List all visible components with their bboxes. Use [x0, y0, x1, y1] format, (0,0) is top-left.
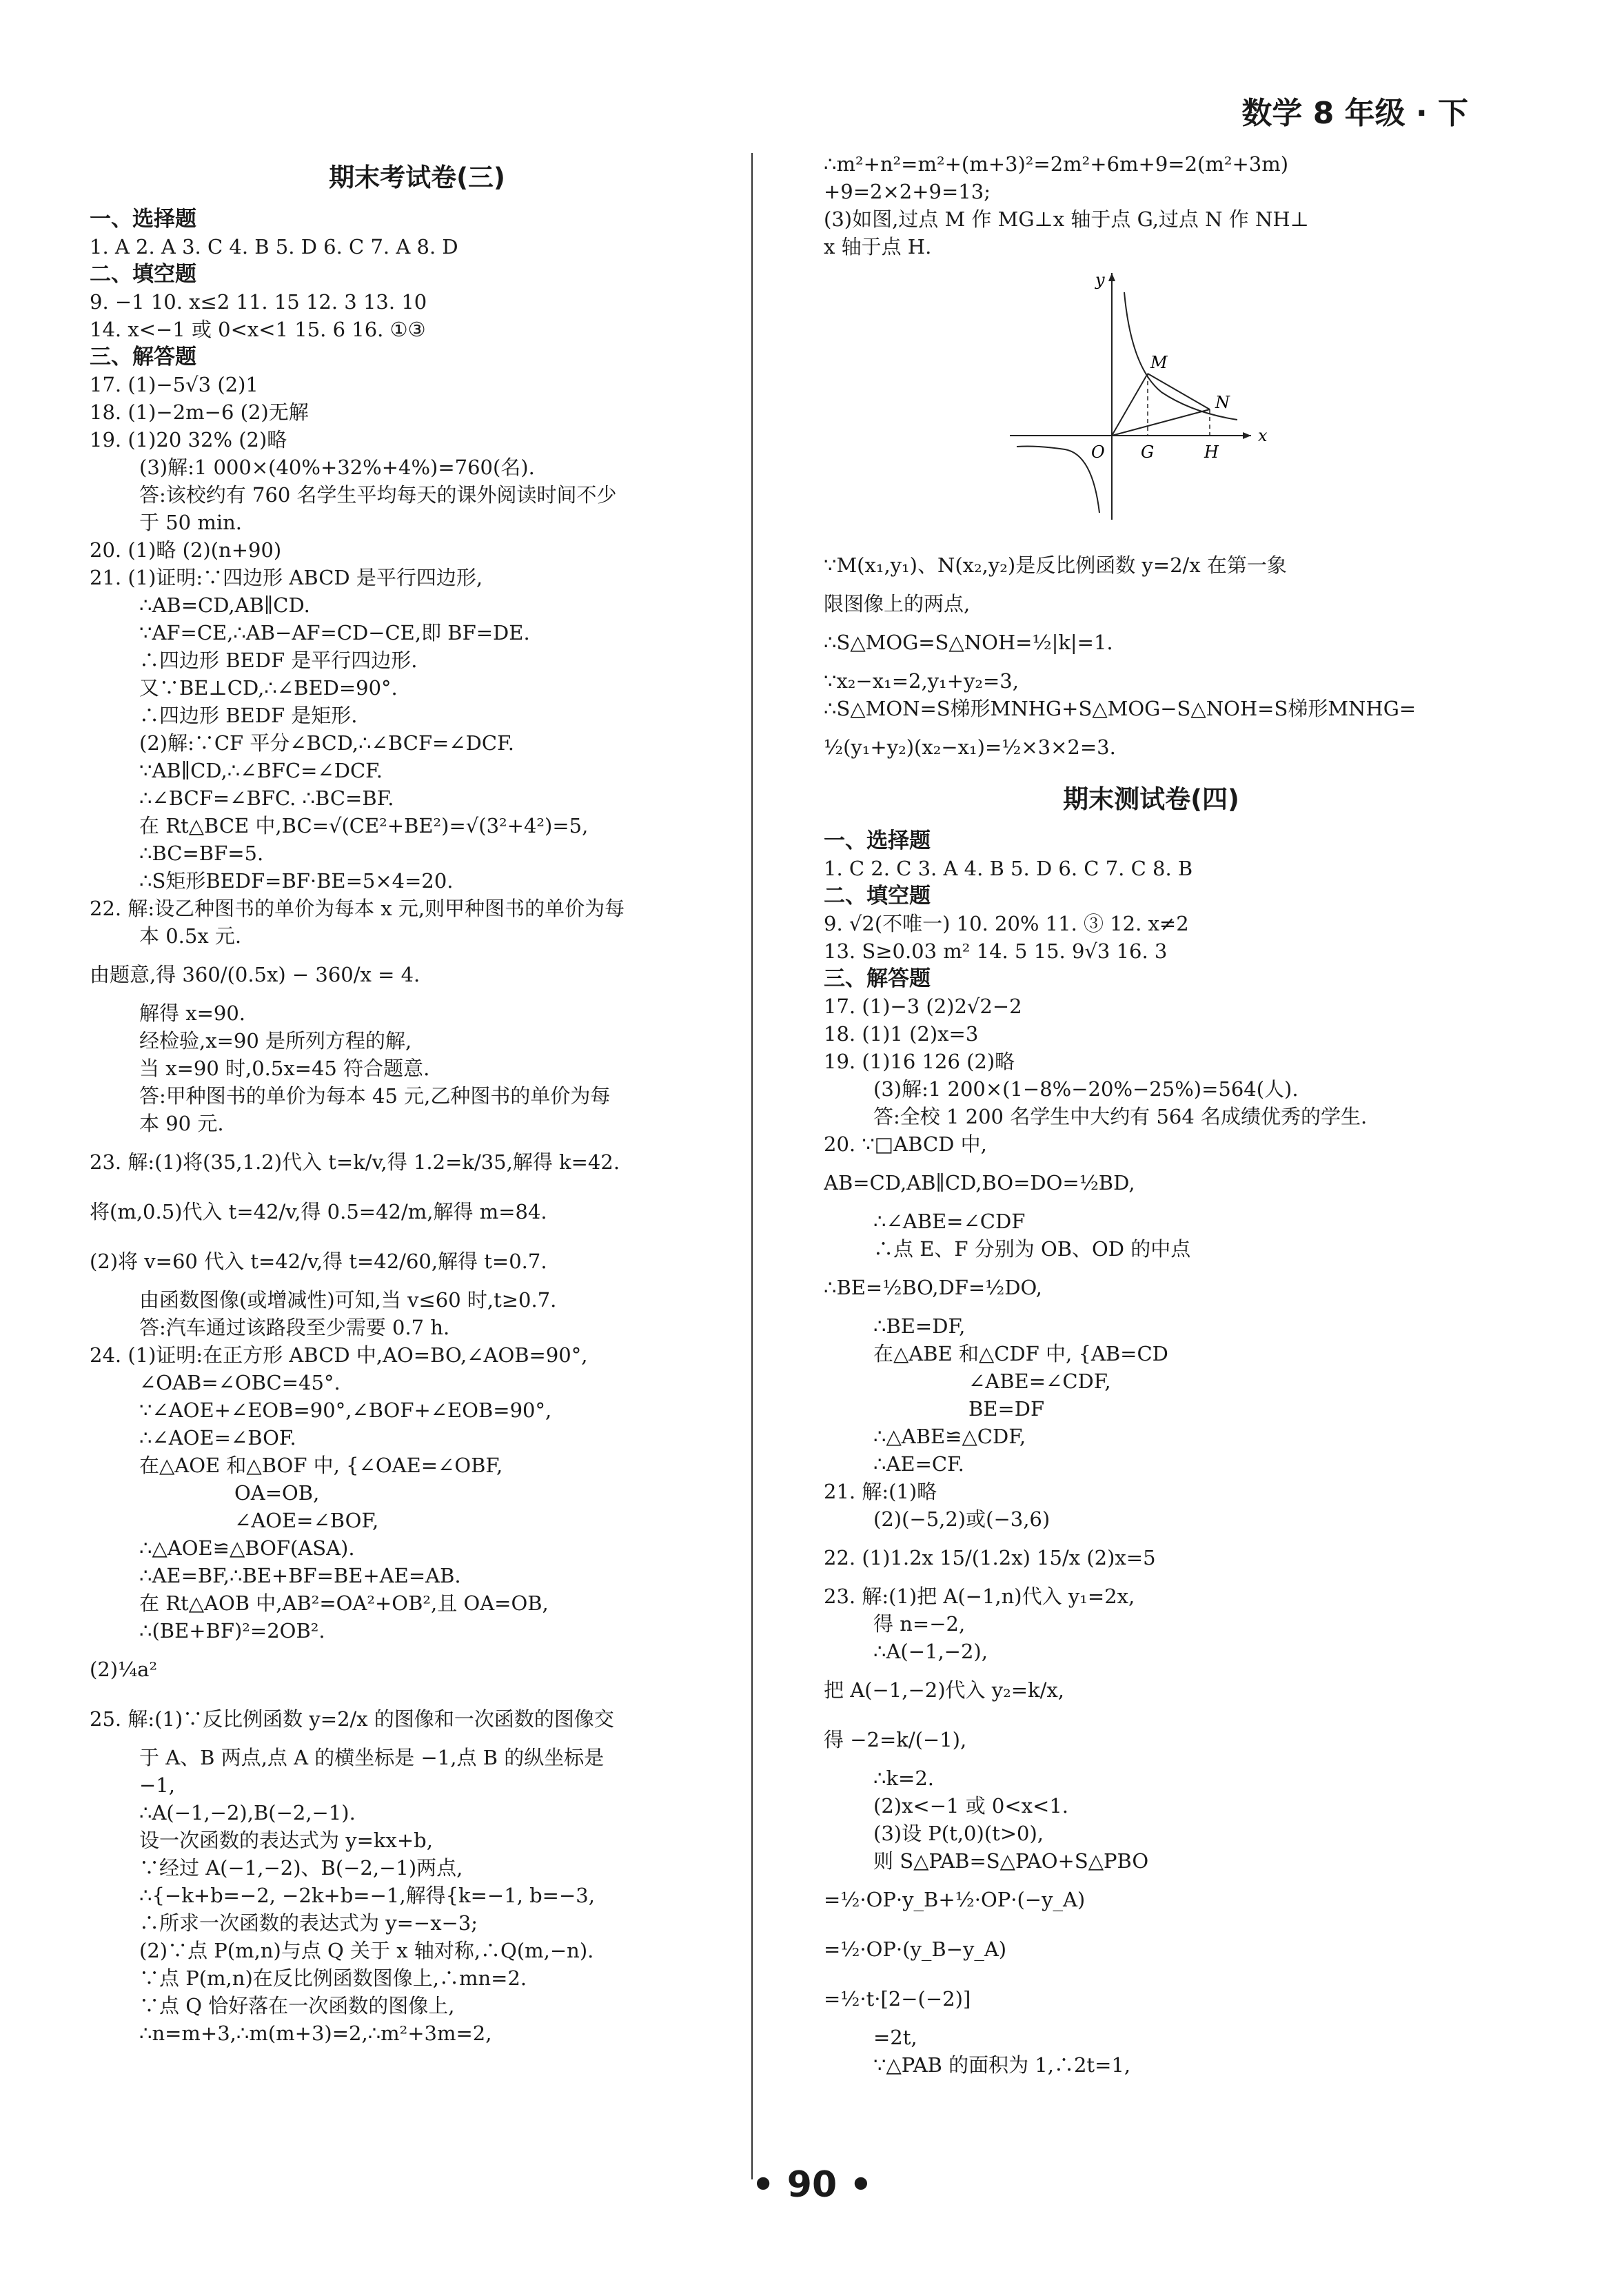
- answer-line: ∴(BE+BF)²=2OB².: [139, 1619, 325, 1642]
- answer-line: 1. C 2. C 3. A 4. B 5. D 6. C 7. C 8. B: [824, 857, 1193, 880]
- answer-line: 20. (1)略 (2)(n+90): [90, 538, 282, 562]
- answer-line: (3)解:1 000×(40%+32%+4%)=760(名).: [139, 456, 535, 479]
- section-heading: 三、解答题: [824, 966, 931, 991]
- answer-line: 由题意,得 360/(0.5x) − 360/x = 4.: [90, 963, 420, 986]
- answer-line: ∴n=m+3,∴m(m+3)=2,∴m²+3m=2,: [139, 2022, 492, 2045]
- answer-line: ∴△ABE≌△CDF,: [873, 1425, 1026, 1448]
- answer-line: (2)∵点 P(m,n)与点 Q 关于 x 轴对称,∴Q(m,−n).: [139, 1939, 594, 1962]
- answer-line: ∴∠ABE=∠CDF: [873, 1210, 1026, 1233]
- right-column: [824, 150, 1479, 2079]
- right-column-bottom: [824, 540, 1479, 2079]
- answer-line: 在△AOE 和△BOF 中, {∠OAE=∠OBF,: [139, 1454, 503, 1477]
- answer-line: ∴k=2.: [873, 1767, 934, 1790]
- answer-line: ∴BC=BF=5.: [139, 842, 264, 865]
- answer-line: 17. (1)−5√3 (2)1: [90, 373, 258, 396]
- answer-line: (2)将 v=60 代入 t=42/v,得 t=42/60,解得 t=0.7.: [90, 1250, 547, 1273]
- answer-line: 在 Rt△AOB 中,AB²=OA²+OB²,且 OA=OB,: [139, 1591, 549, 1615]
- answer-line: ∴四边形 BEDF 是矩形.: [139, 704, 358, 727]
- answer-line: 23. 解:(1)将(35,1.2)代入 t=k/v,得 1.2=k/35,解得 k=42.: [90, 1150, 620, 1174]
- answer-line: 本 90 元.: [139, 1112, 224, 1135]
- answer-line: (2)解:∵CF 平分∠BCD,∴∠BCF=∠DCF.: [139, 731, 514, 755]
- point-m-label: M: [1150, 353, 1168, 372]
- answer-line: 将(m,0.5)代入 t=42/v,得 0.5=42/m,解得 m=84.: [90, 1200, 547, 1223]
- left-column: [90, 150, 744, 2047]
- section-heading: 二、填空题: [824, 884, 931, 908]
- x-axis-label: x: [1258, 426, 1268, 445]
- section-heading: 一、选择题: [824, 828, 931, 853]
- answer-line: 本 0.5x 元.: [139, 924, 242, 948]
- page-header: 数学 8 年级 · 下: [1241, 96, 1468, 131]
- answer-line: 23. 解:(1)把 A(−1,n)代入 y₁=2x,: [824, 1585, 1135, 1608]
- answer-line: 经检验,x=90 是所列方程的解,: [139, 1029, 412, 1052]
- section-heading: 一、选择题: [90, 207, 196, 232]
- answer-line: 答:汽车通过该路段至少需要 0.7 h.: [139, 1316, 450, 1339]
- answer-line: 又∵BE⊥CD,∴∠BED=90°.: [139, 676, 398, 700]
- answer-line: 得 −2=k/(−1),: [824, 1728, 967, 1751]
- answer-line: 在 Rt△BCE 中,BC=√(CE²+BE²)=√(3²+4²)=5,: [139, 814, 589, 837]
- right-column-top: [824, 150, 1479, 261]
- section-title: 期末考试卷(三): [329, 163, 505, 192]
- answer-line: 20. ∵□ABCD 中,: [824, 1132, 987, 1156]
- answer-line: =½·t·[2−(−2)]: [824, 1987, 971, 2011]
- answer-line: 21. 解:(1)略: [824, 1480, 937, 1503]
- point-n-label: N: [1215, 393, 1230, 412]
- answer-line: ∠ABE=∠CDF,: [968, 1370, 1111, 1393]
- answer-line: 17. (1)−3 (2)2√2−2: [824, 995, 1022, 1018]
- answer-line: ½(y₁+y₂)(x₂−x₁)=½×3×2=3.: [824, 735, 1116, 759]
- answer-line: 设一次函数的表达式为 y=kx+b,: [139, 1829, 433, 1852]
- answer-line: 得 n=−2,: [873, 1612, 966, 1636]
- point-g-label: G: [1141, 442, 1155, 462]
- answer-line: ∴AE=BF,∴BE+BF=BE+AE=AB.: [139, 1564, 461, 1587]
- answer-line: (3)解:1 200×(1−8%−20%−25%)=564(人).: [873, 1077, 1299, 1101]
- answer-line: ∴∠AOE=∠BOF.: [139, 1426, 296, 1449]
- answer-line: ∴AB=CD,AB∥CD.: [139, 593, 310, 617]
- answer-line: (2)¼a²: [90, 1658, 158, 1681]
- answer-line: 24. (1)证明:在正方形 ABCD 中,AO=BO,∠AOB=90°,: [90, 1343, 588, 1367]
- answer-line: ∴m²+n²=m²+(m+3)²=2m²+6m+9=2(m²+3m): [824, 152, 1289, 176]
- column-divider: [751, 153, 753, 2179]
- answer-line: 于 A、B 两点,点 A 的横坐标是 −1,点 B 的纵坐标是: [139, 1746, 605, 1769]
- answer-line: 21. (1)证明:∵四边形 ABCD 是平行四边形,: [90, 566, 483, 589]
- answer-line: (2)(−5,2)或(−3,6): [873, 1507, 1050, 1531]
- answer-line: 13. S≥0.03 m² 14. 5 15. 9√3 16. 3: [824, 939, 1168, 963]
- answer-line: ∴A(−1,−2),B(−2,−1).: [139, 1801, 356, 1824]
- answer-line: −1,: [139, 1773, 175, 1797]
- answer-line: 9. √2(不唯一) 10. 20% 11. ③ 12. x≠2: [824, 912, 1189, 935]
- answer-line: ∴△AOE≌△BOF(ASA).: [139, 1536, 355, 1560]
- answer-line: BE=DF: [968, 1397, 1045, 1421]
- answer-line: 在△ABE 和△CDF 中, {AB=CD: [873, 1342, 1168, 1365]
- answer-line: OA=OB,: [234, 1481, 320, 1505]
- answer-line: ∠OAB=∠OBC=45°.: [139, 1371, 341, 1394]
- answer-line: 当 x=90 时,0.5x=45 符合题意.: [139, 1057, 430, 1080]
- answer-line: ∵AB∥CD,∴∠BFC=∠DCF.: [139, 759, 383, 782]
- answer-line: (3)设 P(t,0)(t>0),: [873, 1822, 1044, 1845]
- answer-line: ∴∠BCF=∠BFC. ∴BC=BF.: [139, 786, 394, 810]
- answer-line: x 轴于点 H.: [824, 235, 932, 258]
- answer-line: AB=CD,AB∥CD,BO=DO=½BD,: [824, 1171, 1135, 1194]
- answer-line: ∵AF=CE,∴AB−AF=CD−CE,即 BF=DE.: [139, 621, 530, 644]
- section-heading: 三、解答题: [90, 345, 196, 369]
- answer-line: 18. (1)1 (2)x=3: [824, 1022, 979, 1046]
- point-h-label: H: [1204, 442, 1219, 462]
- answer-line: 19. (1)20 32% (2)略: [90, 428, 287, 451]
- graph-svg: [1003, 265, 1292, 527]
- answer-line: ∵△PAB 的面积为 1,∴2t=1,: [873, 2053, 1131, 2077]
- answer-line: (2)x<−1 或 0<x<1.: [873, 1794, 1068, 1818]
- answer-line: ∴所求一次函数的表达式为 y=−x−3;: [139, 1911, 478, 1935]
- answer-line: =½·OP·(y_B−y_A): [824, 1937, 1007, 1961]
- answer-line: 于 50 min.: [139, 511, 243, 534]
- answer-line: 答:全校 1 200 名学生中大约有 564 名成绩优秀的学生.: [873, 1105, 1368, 1128]
- answer-line: +9=2×2+9=13;: [824, 180, 991, 203]
- answer-line: (3)如图,过点 M 作 MG⊥x 轴于点 G,过点 N 作 NH⊥: [824, 207, 1309, 231]
- y-axis-label: y: [1095, 270, 1105, 289]
- answer-line: ∴BE=DF,: [873, 1314, 966, 1338]
- origin-label: O: [1091, 442, 1105, 462]
- function-graph-figure: [824, 265, 1479, 533]
- answer-line: ∴S△MON=S梯形MNHG+S△MOG−S△NOH=S梯形MNHG=: [824, 697, 1417, 720]
- answer-line: ∴四边形 BEDF 是平行四边形.: [139, 649, 418, 672]
- answer-line: ∵点 Q 恰好落在一次函数的图像上,: [139, 1994, 455, 2017]
- answer-line: 14. x<−1 或 0<x<1 15. 6 16. ①③: [90, 318, 426, 341]
- answer-line: ∵x₂−x₁=2,y₁+y₂=3,: [824, 669, 1019, 693]
- page-number: • 90 •: [751, 2164, 873, 2206]
- answer-line: ∴点 E、F 分别为 OB、OD 的中点: [873, 1237, 1191, 1261]
- answer-line: 把 A(−1,−2)代入 y₂=k/x,: [824, 1678, 1064, 1702]
- answer-line: ∴A(−1,−2),: [873, 1640, 988, 1663]
- answer-line: =2t,: [873, 2026, 917, 2049]
- answer-line: ∵∠AOE+∠EOB=90°,∠BOF+∠EOB=90°,: [139, 1398, 552, 1422]
- answer-line: =½·OP·y_B+½·OP·(−y_A): [824, 1888, 1086, 1911]
- answer-line: 19. (1)16 126 (2)略: [824, 1050, 1015, 1073]
- answer-line: 25. 解:(1)∵反比例函数 y=2/x 的图像和一次函数的图像交: [90, 1707, 614, 1731]
- section-title: 期末测试卷(四): [1063, 784, 1239, 814]
- answer-line: ∴BE=½BO,DF=½DO,: [824, 1276, 1042, 1299]
- answer-line: ∴S矩形BEDF=BF·BE=5×4=20.: [139, 869, 454, 893]
- answer-line: 1. A 2. A 3. C 4. B 5. D 6. C 7. A 8. D: [90, 235, 458, 258]
- answer-line: ∴S△MOG=S△NOH=½|k|=1.: [824, 631, 1113, 654]
- answer-line: 答:甲种图书的单价为每本 45 元,乙种图书的单价为每: [139, 1084, 611, 1108]
- answer-line: ∵经过 A(−1,−2)、B(−2,−1)两点,: [139, 1856, 463, 1880]
- answer-line: 22. 解:设乙种图书的单价为每本 x 元,则甲种图书的单价为每: [90, 897, 625, 920]
- answer-line: ∵点 P(m,n)在反比例函数图像上,∴mn=2.: [139, 1966, 527, 1990]
- answer-line: ∵M(x₁,y₁)、N(x₂,y₂)是反比例函数 y=2/x 在第一象: [824, 553, 1287, 577]
- answer-line: ∴{−k+b=−2, −2k+b=−1,解得{k=−1, b=−3,: [139, 1884, 595, 1907]
- answer-line: 则 S△PAB=S△PAO+S△PBO: [873, 1849, 1149, 1873]
- answer-line: ∠AOE=∠BOF,: [234, 1509, 379, 1532]
- answer-line: ∴AE=CF.: [873, 1452, 964, 1476]
- answer-line: 9. −1 10. x≤2 11. 15 12. 3 13. 10: [90, 290, 427, 314]
- answer-line: 18. (1)−2m−6 (2)无解: [90, 400, 309, 424]
- answer-line: 22. (1)1.2x 15/(1.2x) 15/x (2)x=5: [824, 1546, 1156, 1569]
- answer-line: 限图像上的两点,: [824, 592, 971, 616]
- answer-line: 解得 x=90.: [139, 1001, 245, 1025]
- answer-line: 答:该校约有 760 名学生平均每天的课外阅读时间不少: [139, 483, 617, 507]
- section-heading: 二、填空题: [90, 262, 196, 287]
- answer-line: 由函数图像(或增减性)可知,当 v≤60 时,t≥0.7.: [139, 1288, 557, 1312]
